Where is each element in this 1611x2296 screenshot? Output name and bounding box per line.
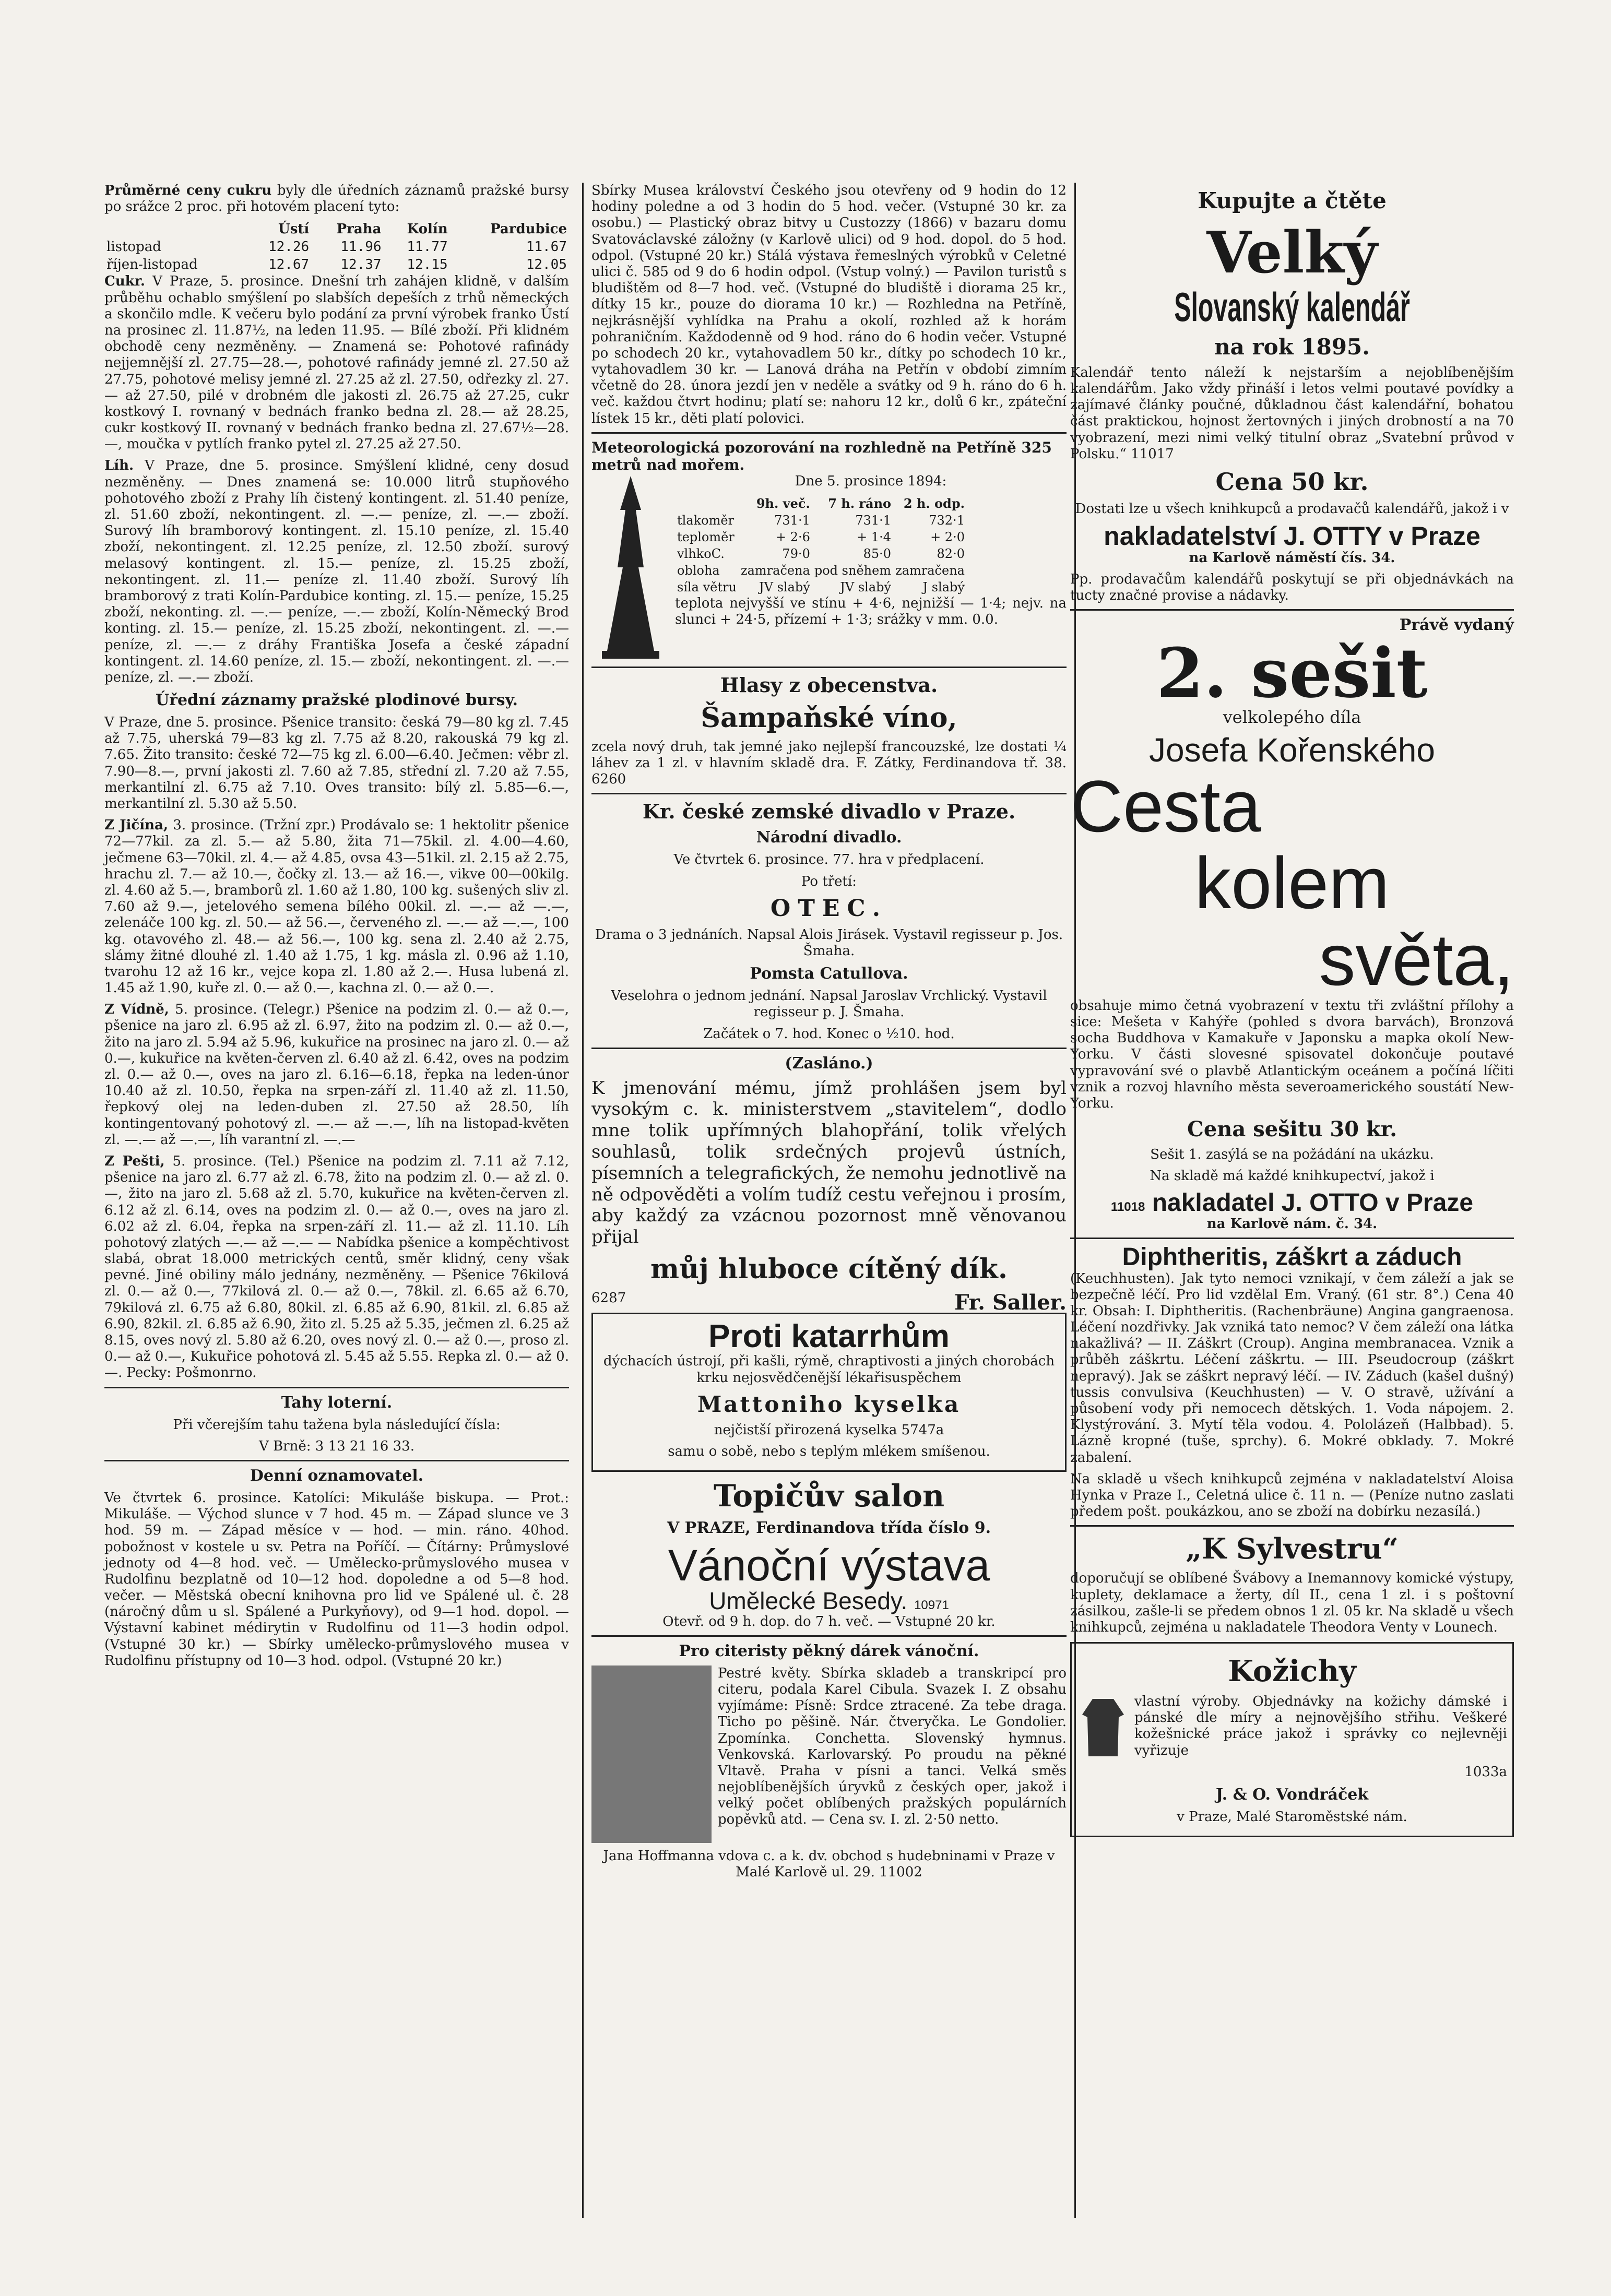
lottery-numbers: V Brně: 3 13 21 16 33. bbox=[259, 1438, 414, 1454]
left-column bbox=[104, 183, 569, 1674]
sugar-cell: 12.26 bbox=[268, 239, 310, 255]
sugar-notice bbox=[104, 183, 569, 215]
saller-sign bbox=[591, 1290, 1067, 1315]
meteo-header-row bbox=[675, 495, 967, 512]
sugar-cell: 12.67 bbox=[268, 257, 310, 273]
cesta-publisher-line bbox=[1070, 1190, 1514, 1216]
kozichy-body bbox=[1077, 1694, 1507, 1764]
table-row bbox=[104, 238, 569, 256]
cesta-issue: 2. sešit bbox=[1156, 633, 1428, 713]
meteo-cell: vlhkoC. bbox=[677, 546, 725, 561]
right-column bbox=[1070, 183, 1514, 1843]
wine-ad bbox=[591, 739, 1067, 788]
middle-column bbox=[582, 183, 1076, 2218]
viden-title: Z Vídně, bbox=[104, 1002, 169, 1018]
citera-foot: Jana Hoffmanna vdova c. a k. dv. obchod s hudebninami v Praze v Malé Karlově ul. 29. bbox=[603, 1848, 1055, 1880]
sugar-title: Průměrné ceny cukru bbox=[104, 183, 272, 198]
jicin-report bbox=[104, 817, 569, 996]
wine-text: zcela nový druh, tak jemné jako nejlepší francouzské, lze dostati ¼ láhev za 1 zl. v hlavním skladě dra. F. Zátky, Ferdinandova tř. 38. bbox=[591, 739, 1067, 771]
divider bbox=[104, 1387, 569, 1388]
dipht-text: (Keuchhusten). Jak tyto nemoci vznikají, v čem záleží a jak se bezpečně léčí. Pro lid vzdělal Em. Vraný. (61 str. 8°.) Cena 40 kr. Obsah: I. Diphtheritis. (Rachenbräune) Angina gangraenosa. Léčení nozdřivky. Jak vzniká tato nemoc? V čem záleží ona látka nakažlivá? — II. Záškrt (Croup). Angina membranacea. Vznik a průběh záškrtu. Léčení záškrtu. — III. Pseudocroup (záškrt nepravý). Jak se záškrt nepravý léčí. — IV. Záduch (kašel dušný) tussis convulsiva (Keuchhusten) — V. O stravě, užívání a působení vody při nemocech dětských. 1. Voda nápojem. 2. Klystýrování. 3. Mytí těla vodou. 4. Pololázeň (Halbbad). 5. Lázně kropné (tuše, sprchy). 6. Mokré obklady. 7. Mokré zabalení. bbox=[1070, 1270, 1514, 1466]
divider bbox=[591, 667, 1067, 668]
theatre-title: Kr. české zemské divadlo v Praze. bbox=[642, 800, 1016, 824]
table-row bbox=[675, 529, 967, 545]
sugar-header-row bbox=[104, 220, 569, 238]
citera-ad bbox=[591, 1666, 1067, 1848]
sugar-cell: 12.05 bbox=[526, 257, 567, 273]
meteo-extra: teplota nejvyšší ve stínu + 4·6, nejnižší — 1·4; nejv. na slunci + 24·5, přízemí + 1·3; srážky v mm. 0.0. bbox=[675, 596, 1067, 628]
divider bbox=[104, 1460, 569, 1461]
viden-text: 5. prosince. (Telegr.) Pšenice na podzim zl. 0.— až 0.—, pšenice na jaro zl. 6.95 až zl. 6.97, žito na podzim zl. 0.— až 0.—, žito na jaro zl. 5.94 až 5.96, kukuřice na prosinec na jaro zl. 0.— až 0.—, kukuřice na květen-červen zl. 6.40 až zl. 6.42, oves na podzim zl. 0.— až 0.—, oves na jaro zl. 6.16—6.18, řepka na leden-únor 10.40 až zl. 10.50, řepka na srpen-září zl. 11.40 až zl. 11.50, řepkový olej na leden-duben zl. 27.50 až 28.50, líh kontingentovaný pohotový zl. —.— až —.—, líh na listopad-květen zl. —.— až —.—, líh varantní zl. —.— bbox=[104, 1002, 569, 1148]
dipht-title: Diphtheritis, záškrt a záduch bbox=[1122, 1243, 1462, 1271]
katarrh-number: 5747a bbox=[901, 1422, 944, 1438]
fur-coat-icon bbox=[1077, 1694, 1129, 1762]
citera-number: 11002 bbox=[879, 1864, 922, 1880]
meteo-cell: síla větru bbox=[677, 580, 737, 594]
divider bbox=[591, 1048, 1067, 1049]
katarrh-text: dýchacích ústrojí, při kašli, rýmě, chraptivosti a jiných chorobách krku nejosvědčenější lékařisuspěchem bbox=[603, 1353, 1055, 1386]
meteo-cell: 82·0 bbox=[937, 546, 965, 561]
table-row bbox=[104, 256, 569, 273]
katarrh-tail: samu o sobě, nebo s teplým mlékem smíšenou. bbox=[668, 1443, 990, 1459]
sugar-cell: 11.67 bbox=[526, 239, 567, 255]
sugar-cell: 12.37 bbox=[340, 257, 382, 273]
table-row bbox=[675, 512, 967, 529]
lih-report bbox=[104, 458, 569, 686]
meteo-cell: 731·1 bbox=[855, 513, 892, 528]
meteo-header: 9h. več. bbox=[756, 496, 810, 511]
pest-report bbox=[104, 1153, 569, 1382]
sylvestr-text: doporučují se oblíbené Švábovy a Inemannovy komické výstupy, kuplety, deklamace a žerty, díl II., cena 1 zl. i s poštovní zásilkou, zašle-li se předem obnos 1 zl. 05 kr. Na skladě u všech knihkupců, zejména u nakladatele Theodora Venty v Lounech. bbox=[1070, 1571, 1514, 1635]
divider bbox=[1070, 609, 1514, 611]
pomsta-title: Pomsta Catullova. bbox=[750, 965, 908, 983]
meteo-cell: zamračena bbox=[895, 563, 965, 578]
sugar-header: Ústí bbox=[278, 221, 310, 237]
theatre-line: Ve čtvrtek 6. prosince. 77. hra v předplacení. bbox=[673, 852, 985, 868]
kalendar-top: Kupujte a čtěte bbox=[1198, 188, 1387, 213]
cukr-report bbox=[104, 273, 569, 453]
meteo-block bbox=[591, 473, 1067, 661]
zither-illustration bbox=[591, 1666, 712, 1843]
pomsta-times: Začátek o 7. hod. Konec o ½10. hod. bbox=[703, 1026, 955, 1042]
meteo-cell: 731·1 bbox=[774, 513, 810, 528]
jicin-title: Z Jičína, bbox=[104, 817, 168, 834]
meteo-title: Meteorologická pozorování na rozhledně na Petříně 325 metrů nad mořem. bbox=[591, 438, 1052, 473]
topic-exhibition: Vánoční výstava bbox=[668, 1541, 990, 1590]
plodiny-title: Úřední záznamy pražské plodinové bursy. bbox=[156, 691, 518, 710]
meteo-cell: + 2·6 bbox=[775, 530, 810, 544]
katarrh-sub-line bbox=[598, 1422, 1060, 1438]
kalendar-text: Kalendář tento náleží k nejstarším a nejoblíbenějším kalendářům. Jako vždy přináší i letos velmi poutavé povídky a zajímavé články poučné, důkladnou část kalendářní, bohatou část praktickou, hojnost žertovných i jiných drobností a na 70 vyobrazení, mezi nimi velký titulní obraz „Svatební průvod v Polsku.“ bbox=[1070, 364, 1514, 462]
katarrh-brand: Mattoniho kyselka bbox=[697, 1391, 961, 1417]
meteo-cell: + 2·0 bbox=[930, 530, 965, 544]
cesta-number: 11018 bbox=[1110, 1199, 1145, 1214]
saller-number: 6287 bbox=[591, 1290, 626, 1306]
theatre-play: OTEC. bbox=[770, 895, 888, 922]
kozichy-title: Kožichy bbox=[1228, 1654, 1356, 1689]
sugar-intro: byly dle úředních záznamů pražské bursy po srážce 2 proc. při hotovém placení tyto: bbox=[104, 183, 569, 215]
saller-name: Fr. Saller. bbox=[954, 1290, 1067, 1315]
meteo-cell: tlakoměr bbox=[677, 513, 735, 528]
kalendar-note: Pp. prodavačům kalendářů poskytují se při objednávkách na tucty značné provise a nádavky. bbox=[1070, 571, 1514, 604]
kalendar-year: na rok 1895. bbox=[1214, 334, 1370, 360]
sugar-table bbox=[104, 220, 569, 273]
sugar-cell: listopad bbox=[106, 239, 161, 255]
citera-text: Pestré květy. Sbírka skladeb a transkripcí pro citeru, podala Karel Cibula. Svazek I. Z obsahu vyjímáme: Písně: Srdce ztracené. Za tebe draga. Ticho po pěšině. Nár. čtveryčka. Le Gondolier. Zpomínka. Conchetta. Slovenský hymnus. Venkovská. Karlovarský. Po proudu na pěkné Vltavě. Praha v písni a tanci. Velká směs nejoblíbenějších úryvků z českých oper, jakož i velký počet oblíbených pražských populárních popěvků atd. — Cena sv. I. zl. 2·50 netto. bbox=[718, 1665, 1067, 1828]
pest-title: Z Pešti, bbox=[104, 1153, 165, 1169]
meteo-header bbox=[675, 495, 739, 512]
cesta-publisher: nakladatel J. OTTO v Praze bbox=[1152, 1188, 1474, 1217]
meteo-header: 2 h. odp. bbox=[903, 496, 965, 511]
divider bbox=[591, 432, 1067, 434]
sugar-header: Kolín bbox=[407, 221, 448, 237]
sugar-header: Praha bbox=[336, 221, 382, 237]
topic-title: Topičův salon bbox=[713, 1478, 945, 1514]
table-row bbox=[675, 579, 967, 596]
zaslano-title: (Zasláno.) bbox=[785, 1054, 873, 1073]
pomsta-desc: Veselohra o jednom jednání. Napsal Jaroslav Vrchlický. Vystavil regisseur p. J. Šmaha. bbox=[611, 988, 1047, 1020]
citera-footer bbox=[591, 1848, 1067, 1881]
kozichy-address: v Praze, Malé Staroměstské nám. bbox=[1177, 1809, 1407, 1825]
divider bbox=[591, 793, 1067, 794]
topic-sub-line bbox=[591, 1588, 1067, 1613]
sugar-header: Pardubice bbox=[490, 221, 567, 237]
meteo-cell: pod sněhem bbox=[814, 563, 892, 578]
cukr-title: Cukr. bbox=[104, 273, 145, 290]
meteo-cell: 732·1 bbox=[929, 513, 965, 528]
kalendar-title-2: Slovanský kalendář bbox=[1174, 284, 1410, 330]
pest-text: 5. prosince. (Tel.) Pšenice na podzim zl. 7.11 až 7.12, pšenice na jaro zl. 6.77 až zl. 6.78, žito na podzim zl. 0.— až zl. 0.—, žito na jaro zl. 5.68 až zl. 5.70, kukuřice na květen-červen zl. 6.12 až zl. 6.14, oves na podzim zl. 0.— až 0.—, oves na jaro zl. 6.02 až zl. 6.04, řepka na srpen-září zl. 11.— až zl. 11.10. Líh pohotový zlatých —.— až —.— — Nabídka pšenice a kompěchtivost slabá, obrat 18.000 metrických centů, směr klidný, ceny však pevné. Jiné obiliny málo jednány, nezměněny. — Pšenice 76kilová zl. 0.— až 0.—, 77kilová zl. 0.— až 0.—, 78kil. zl. 6.65 až 6.70, 79kilová zl. 6.75 až 6.80, 80kil. zl. 6.85 až 6.90, 81kil. zl. 6.85 až 6.90, 82kil. zl. 6.85 až 6.90, žito zl. 5.25 až 5.35, ječmen zl. 6.25 až 8.15, oves nový zl. 5.80 až 6.20, oves nový zl. 0.— až 0.—, proso zl. 0.— až 0.—, Kukuřice pohotová zl. 5.45 až 5.55. Repka zl. 0.— až 0.—. Pecky: Pošmonrno. bbox=[104, 1153, 569, 1381]
dipht-foot: Na skladě u všech knihkupců zejména v nakladatelství Aloisa Hynka v Praze I., Celetná ulice č. 11 n. — (Peníze nutno zaslati předem pošt. poukázkou, ano se zboží na dobírku nezasílá.) bbox=[1070, 1471, 1514, 1520]
lih-title: Líh. bbox=[104, 458, 134, 474]
cesta-title-1: Cesta bbox=[1070, 765, 1261, 847]
viden-report bbox=[104, 1002, 569, 1148]
kalendar-title-1: Velký bbox=[1206, 219, 1378, 286]
lottery-intro: Při včerejším tahu tažena byla následující čísla: bbox=[173, 1417, 501, 1433]
cukr-text: V Praze, 5. prosince. Dnešní trh zahájen klidně, v dalším průběhu ochablo smýšlení po slabších depeších z trhů německých a skončilo mdle. K večeru bylo podání za první výrobek franko Ústí na prosinec zl. 11.87½, na leden 11.95. — Bílé zboží. Při klidném obchodě ceny nezměněny. — Znamená se: Pohotové rafinády nejjemnější zl. 27.75—28.—, pohotové rafinády jemné zl. 27.50 až 27.75, pohotové melisy jemné zl. 27.25 až zl. 27.50, odřezky zl. 27.— až 27.50, pilé v drobném dle jakosti zl. 26.75 až 27.25, cukr kostkový I. rovnaný v bednách franko bedna zl. 28.— až 28.25, cukr kostkový II. rovnaný v bednách franko bedna zl. 27.67½—28.—, moučka v pytlích franko pytel zl. 27.25 až 27.50. bbox=[104, 273, 570, 453]
saller-text: K jmenování mému, jímž prohlášen jsem byl vysokým c. k. ministerstvem „stavitelem“, dodlo mne tolik upřímných blahopřání, tolik vřelých souhlasů, tolik srdečných projevů ústních, písemních a telegrafických, že nemohu jednotlivě na ně odpověděti a volím tudíž cestu veřejnou i prosím, aby každý za vzácnou pozornost mně věnovanou přijal bbox=[591, 1077, 1067, 1248]
meteo-cell: zamračena bbox=[740, 563, 810, 578]
cesta-title-2: kolem bbox=[1194, 841, 1390, 924]
kalendar-where: Dostati lze u všech knihkupců a prodavačů kalendářů, jakož i v bbox=[1075, 501, 1509, 517]
kalendar-number: 11017 bbox=[1131, 446, 1174, 462]
meteo-cell: 85·0 bbox=[863, 546, 892, 561]
cesta-now: Právě vydaný bbox=[1399, 616, 1514, 635]
lih-text: V Praze, dne 5. prosince. Smýšlení klidné, ceny dosud nezměněny. — Dnes znamená se: 10.000 litrů stupňového pohotového zboží z Prahy líh čistený kontingent. zl. 51.40 peníze, zl. 51.60 zboží, nekontingent. zl. —.— peníze, zl. —.— zboží. Surový líh bramborový kontingent. zl. 15.10 peníze, zl. 15.40 zboží, nekontingent. zl. 12.25 peníze, zl. 12.50 zboží. surový melasový kontingent. zl. 15.— peníze, zl. 15.25 zboží, nekontingent. zl. 11.— peníze zl. 11.40 zboží. Surový líh bramborový z trati Kolín-Pardubice konting. zl. 15.— peníze, 15.25 zboží, nekonting. zl. —.— peníze, —.— zboží, Kolín-Německý Brod konting. zl. 15.— peníze, zl. 15.25 zboží, nekontingent. zl. —.— peníze, zl. —.— z dráhy Františka Josefa a české západní kontingent. zl. 14.60 peníze, zl. 15.— zboží, nekontingent. zl. —.— peníze, zl. —.— zboží. bbox=[104, 458, 570, 685]
meteo-cell: teploměr bbox=[677, 530, 735, 544]
kalendar-desc bbox=[1070, 365, 1514, 462]
daily-title: Denní oznamovatel. bbox=[250, 1466, 424, 1485]
jicin-text: 3. prosince. (Tržní zpr.) Prodávalo se: 1 hektolitr pšenice 72—77kil. za zl. 5.— až 5.80, žita 71—75kil. zl. 4.00—4.60, ječmene 63—70kil. zl. 4.— až 4.85, ovsa 43—51kil. zl. 2.15 až 2.75, hrachu zl. 7.— až 10.—, čočky zl. 13.— až 16.—, vikve 00—00kilg. zl. 4.60 až 5.—, bramborů zl. 1.60 až 1.80, 100 kg. sušených sliv zl. 7.60 až 9.—, jetelového semena bílého 00kil. zl. —.— až —.—, zelenáče 100 kg. zl. 50.— až 56.—, červeného zl. —.— až —.—, 100 kg. otavového zl. 48.— až 56.—, 100 kg. sena zl. 2.40 až 2.75, slámy žitné dlouhé zl. 1.40 až 1.75, 1 kg. másla zl. 0.96 až 1.10, tvarohu 12 až 16 kr., vejce kopa zl. 1.80 až 2.—. Husa lubená zl. 1.45 až 1.90, kuře zl. 0.— až 0.—, kachna zl. 0.— až 0.—. bbox=[104, 817, 569, 996]
table-row bbox=[675, 562, 967, 579]
lottery-title: Tahy loterní. bbox=[281, 1393, 393, 1412]
divider bbox=[1070, 1525, 1514, 1527]
museum-hours: Sbírky Musea království Českého jsou otevřeny od 9 hodin do 12 hodiny poledne a od 3 hodin do 5 hod. večer. (Vstupné 30 kr. za osobu.) — Plastický obraz bitvy u Custozzy (1866) v bazaru domu Svatováclavské záložny (v Karlově ulici) od 9 hod. dopol. do 5 hod. odpol. (Vstupné 20 kr.) Stálá výstava řemeslných výrobků v Celetné ulici č. 585 od 9 do 6 hodin odpol. (Vstup volný.) — Pavilon turistů s bludištěm od 8—7 hod. več. (Vstupné do bludiště i diorama 25 kr., dítky 15 kr., pouze do diorama 10 kr.) — Rozhledna na Petříně, nejkrásnější vyhlídka na Prahu a okolí, rozhled až k horám pohraničním. Každodenně od 9 hod. ráno do 6 hodin večer. Vstupné po schodech 20 kr., vytahovadlem 50 kr., dítky po schodech 10 kr., vytahovadlem 30 kr. — Lanová dráha na Petřín v období zimním včetně do 28. února jezdí jen v neděle a svátky od 9 h. ráno do 6 h. več. každou čtvrt hodinu; platí se: nahoru 12 kr., dolů 6 kr., zpáteční lístek 15 kr., děti platí polovici. bbox=[591, 183, 1067, 426]
wine-number: 6260 bbox=[591, 771, 626, 788]
cesta-title-3: světa, bbox=[1319, 918, 1514, 1001]
katarrh-ad bbox=[591, 1313, 1067, 1472]
meteo-cell: JV slabý bbox=[759, 580, 810, 594]
plodiny-text: V Praze, dne 5. prosince. Pšenice transito: česká 79—80 kg zl. 7.45 až 7.75, uherská 79—83 kg zl. 7.75 až 8.20, rakouská 79 kg zl. 7.65. Žito transito: české 72—75 kg zl. 6.00—6.40. Ječmen: věbr zl. 7.90—8.—, první jakosti zl. 7.60 až 7.85, střední zl. 7.20 až 7.55, merkantilní zl. 6.75 až 7.10. Oves transito: bílý zl. 5.85—6.—, merkantilní zl. 5.30 až 5.50. bbox=[104, 715, 569, 812]
citera-title: Pro citeristy pěkný dárek vánoční. bbox=[679, 1641, 979, 1660]
tower-icon bbox=[591, 473, 670, 661]
meteo-cell: J slabý bbox=[922, 580, 965, 594]
cesta-of: velkolepého díla bbox=[1223, 707, 1361, 728]
cesta-author: Josefa Kořenského bbox=[1149, 731, 1435, 769]
theatre-third: Po třetí: bbox=[801, 873, 857, 889]
kozichy-text: vlastní výroby. Objednávky na kožichy dámské i pánské dle míry a nejnovějšího střihu. Veškeré kožešnické práce jakož i správky co nejlevněji vyřizuje bbox=[1134, 1694, 1507, 1758]
meteo-cell: JV slabý bbox=[840, 580, 892, 594]
sugar-cell: 11.96 bbox=[340, 239, 382, 255]
kozichy-name: J. & O. Vondráček bbox=[1215, 1786, 1369, 1804]
cesta-price: Cena sešitu 30 kr. bbox=[1187, 1117, 1397, 1142]
topic-hours: Otevř. od 9 h. dop. do 7 h. več. — Vstupné 20 kr. bbox=[662, 1613, 996, 1629]
sugar-header bbox=[104, 220, 245, 238]
katarrh-sub: nejčistší přirozená kyselka bbox=[714, 1422, 897, 1438]
hlasy-title: Hlasy z obecenstva. bbox=[720, 673, 938, 697]
cesta-text: obsahuje mimo četná vyobrazení v textu tři zvláštní přílohy a sice: Mešeta v Kahýře (pohled s dvora barvách), Bronzová socha Buddhova v Kamakuře v Japonsku a mapka okolí New-Yorku. V části slovesné spisovatel dokončuje poutavé vypravování své o plavbě Atlantickým oceánem a počíná líčiti vznik a rozvoj hlavního města severoamerického soustátí New-Yorku. bbox=[1070, 997, 1514, 1111]
sylvestr-title: „K Sylvestru“ bbox=[1186, 1532, 1399, 1566]
table-row bbox=[675, 545, 967, 562]
topic-sub: Umělecké Besedy. bbox=[709, 1587, 908, 1615]
meteo-cell: 79·0 bbox=[782, 546, 810, 561]
kalendar-address: na Karlově náměstí čís. 34. bbox=[1189, 550, 1395, 566]
meteo-cell: obloha bbox=[677, 563, 720, 578]
meteo-table bbox=[675, 495, 967, 596]
saller-thanks: můj hluboce cítěný dík. bbox=[650, 1253, 1008, 1286]
kalendar-publisher: nakladatelství J. OTTY v Praze bbox=[1104, 521, 1480, 551]
wine-title: Šampaňské víno, bbox=[701, 701, 957, 734]
katarrh-title: Proti katarrhům bbox=[708, 1318, 950, 1355]
theatre-desc: Drama o 3 jednáních. Napsal Alois Jirásek. Vystavil regisseur p. Jos. Šmaha. bbox=[595, 926, 1063, 959]
topic-number: 10971 bbox=[914, 1598, 949, 1613]
kozichy-number: 1033a bbox=[1464, 1764, 1507, 1780]
kozichy-ad bbox=[1070, 1642, 1514, 1837]
cesta-address: na Karlově nám. č. 34. bbox=[1206, 1216, 1378, 1232]
kalendar-price: Cena 50 kr. bbox=[1215, 468, 1369, 496]
sugar-cell: 12.15 bbox=[407, 257, 448, 273]
divider bbox=[1070, 1238, 1514, 1239]
meteo-cell: + 1·4 bbox=[857, 530, 892, 544]
divider bbox=[591, 1635, 1067, 1637]
theatre-subtitle: Národní divadlo. bbox=[756, 828, 902, 847]
daily-text: Ve čtvrtek 6. prosince. Katolíci: Mikuláše biskupa. — Prot.: Mikuláše. — Východ slunce v 7 hod. 45 m. — Západ slunce ve 3 hod. 59 m. — Západ měsíce v — hod. — min. ráno. 40hod. pobožnost v kostele u sv. Petra na Poříčí. — Čítárny: Průmyslové jednoty od 4—8 hod. več. — Umělecko-průmyslového musea v Rudolfinu bezplatně od 10—12 hod. dopoledne a od 5—8 hod. večer. — Městská obecní knihovna pro lid ve Spálené ul. č. 28 (náročný dům u sl. Spálené a Purkyňovy), od 9—1 hod. dopol. — Výstavní kabinet médirytin v Rudolfinu od 11—3 hodin odpol. (Vstupné 30 kr.) — Sbírky umělecko-průmyslového musea v Rudolfinu přístupny od 10—3 hod. odpol. (Vstupné 20 kr.) bbox=[104, 1490, 569, 1669]
meteo-header: 7 h. ráno bbox=[828, 496, 892, 511]
cesta-where: Na skladě má každé knihkupectví, jakož i bbox=[1150, 1168, 1435, 1184]
sugar-cell: 11.77 bbox=[407, 239, 448, 255]
sugar-cell: říjen-listopad bbox=[106, 257, 198, 273]
topic-address: V PRAZE, Ferdinandova třída číslo 9. bbox=[667, 1519, 991, 1538]
cesta-first: Sešit 1. zasýlá se na požádání na ukázku. bbox=[1150, 1147, 1434, 1163]
meteo-date: Dne 5. prosince 1894: bbox=[795, 473, 947, 489]
